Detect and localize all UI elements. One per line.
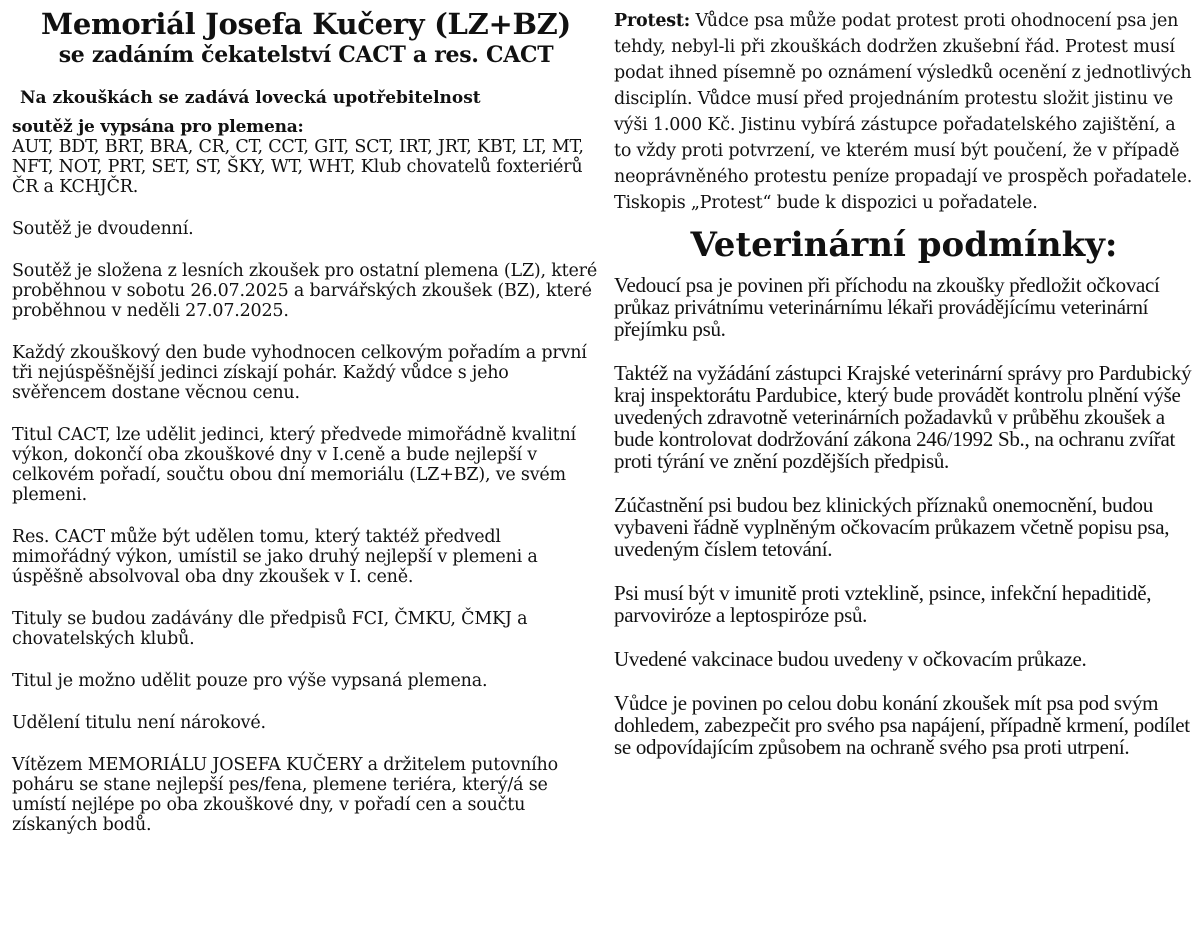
vet-paragraph-vaccines: Uvedené vakcinace budou uvedeny v očkovacím průkaze. — [614, 647, 1087, 671]
paragraph-two-day: Soutěž je dvoudenní. — [12, 219, 194, 239]
protest-label: Protest: — [614, 11, 691, 31]
vet-paragraph-symptoms: Zúčastnění psi budou bez klinických příznaků onemocnění, budou vybaveni řádně vyplněným očkovacím průkazem včetně popisu psa, uvedeným číslem tetování. — [614, 493, 1170, 561]
vet-paragraph-inspection: Taktéž na vyžádání zástupci Krajské veterinární správy pro Pardubický kraj inspektorátu Pardubice, který bude provádět kontrolu plnění výše uvedených zdravotně veterinárních požadavků v průběhu zkoušek a bude kontrolovat dodržování zákona 246/1992 Sb., na ochranu zvířat proti týrání ve znění pozdějších předpisů. — [614, 361, 1192, 473]
paragraph-composition: Soutěž je složena z lesních zkoušek pro ostatní plemena (LZ), které proběhnou v sobotu 26.07.2025 a barvářských zkoušek (BZ), které proběhnou v neděli 27.07.2025. — [12, 261, 597, 321]
page-subtitle: se zadáním čekatelství CACT a res. CACT — [58, 42, 554, 68]
paragraph-not-entitled: Udělení titulu není nárokové. — [12, 713, 266, 733]
breeds-section — [12, 117, 600, 197]
paragraph-titles-breeds: Titul je možno udělit pouze pro výše vypsaná plemena. — [12, 671, 488, 691]
paragraph-cact: Titul CACT, lze udělit jedinci, který předvede mimořádně kvalitní výkon, dokončí oba zkouškové dny v I.ceně a bude nejlepší v celkovém pořadí, součtu obou dní memoriálu (LZ+BZ), ve svém plemeni. — [12, 425, 576, 505]
left-column — [12, 0, 600, 857]
paragraph-titles-rules: Tituly se budou zadávány dle předpisů FCI, ČMKU, ČMKJ a chovatelských klubů. — [12, 609, 528, 649]
protest-text: Vůdce psa může podat protest proti ohodnocení psa jen tehdy, nebyl-li při zkouškách dodržen zkušební řád. Protest musí podat ihned písemně po oznámení výsledků ocenění z jednotlivých disciplín. Vůdce musí před projednáním protestu složit jistinu ve výši 1.000 Kč. Jistinu vybírá zástupce pořadatelského zajištění, a to vždy proti potvrzení, ve kterém musí být poučení, že v případě neoprávněného protestu peníze propadají ve prospěch pořadatele. Tiskopis „Protest“ bude k dispozici u pořadatele. — [614, 11, 1193, 213]
vet-title: Veterinární podmínky: — [690, 225, 1118, 265]
protest-paragraph — [614, 8, 1194, 216]
paragraph-winner: Vítězem MEMORIÁLU JOSEFA KUČERY a držitelem putovního poháru se stane nejlepší pes/fena, plemene teriéra, který/á se umístí nejlépe po oba zkouškové dny, v pořadí cen a součtu získaných bodů. — [12, 755, 558, 835]
paragraph-ranking: Každý zkouškový den bude vyhodnocen celkovým pořadím a první tři nejúspěšnější jedinci získají pohár. Každý vůdce s jeho svěřencem dostane věcnou cenu. — [12, 343, 587, 403]
paragraph-res-cact: Res. CACT může být udělen tomu, který taktéž předvedl mimořádný výkon, umístil se jako druhý nejlepší v plemeni a úspěšně absolvoval oba dny zkoušek v I. ceně. — [12, 527, 538, 587]
vet-paragraph-supervision: Vůdce je povinen po celou dobu konání zkoušek mít psa pod svým dohledem, zabezpečit pro svého psa napájení, případně krmení, podílet se odpovídajícím způsobem na ochraně svého psa proti utrpení. — [614, 691, 1190, 759]
right-column — [614, 0, 1194, 780]
hunting-note: Na zkouškách se zadává lovecká upotřebitelnost — [20, 88, 481, 108]
vet-paragraph-immunity: Psi musí být v imunitě proti vzteklině, psince, infekční hepaditidě, parvoviróze a leptospiróze psů. — [614, 581, 1152, 627]
breeds-list: AUT, BDT, BRT, BRA, CR, CT, CCT, GIT, SCT, IRT, JRT, KBT, LT, MT, NFT, NOT, PRT, SET, ST, ŠKY, WT, WHT, Klub chovatelů foxteriérů ČR a KCHJČR. — [12, 137, 584, 197]
breeds-label: soutěž je vypsána pro plemena: — [12, 117, 304, 137]
page-title: Memoriál Josefa Kučery (LZ+BZ) — [41, 7, 571, 41]
vet-paragraph-vaccination-card: Vedoucí psa je povinen při příchodu na zkoušky předložit očkovací průkaz privátnímu veterinárnímu lékaři provádějícímu veterinární přejímku psů. — [614, 273, 1160, 341]
